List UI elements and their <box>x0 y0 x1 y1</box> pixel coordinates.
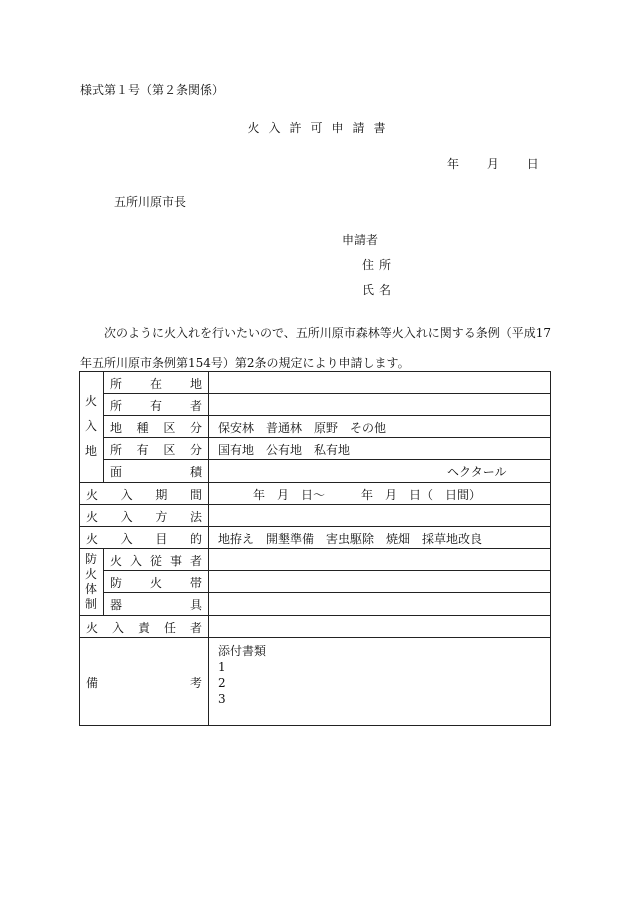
firebreak-label: 防 火 帯 <box>110 576 202 590</box>
fire-prevention-group-label: 防 火 体 制 <box>84 552 97 611</box>
attachment-item-2: 2 <box>218 676 226 690</box>
application-table <box>79 371 551 726</box>
area-unit: ヘクタール <box>447 465 507 479</box>
remarks-label: 備 考 <box>86 676 202 690</box>
date-year: 年 <box>447 157 460 171</box>
address-label: 住所 <box>362 258 397 272</box>
date-day: 日 <box>526 157 539 171</box>
form-number: 様式第１号（第２条関係） <box>80 83 225 97</box>
period-value: 年 月 日〜 年 月 日（ 日間） <box>253 488 482 502</box>
land-type-options: 保安林 普通林 原野 その他 <box>218 421 387 435</box>
purpose-options: 地拵え 開墾準備 害虫駆除 焼畑 採草地改良 <box>218 532 483 546</box>
responsible-label: 火 入 責 任 者 <box>86 621 202 635</box>
location-label: 所 在 地 <box>110 377 202 391</box>
applicant-label: 申請者 <box>342 233 379 247</box>
method-label: 火 入 方 法 <box>86 510 202 524</box>
land-type-label: 地 種 区 分 <box>110 421 202 435</box>
name-label: 氏名 <box>362 283 397 297</box>
attachments-block <box>218 643 266 707</box>
ownership-type-label: 所 有 区 分 <box>110 443 202 457</box>
attachment-item-3: 3 <box>218 692 226 706</box>
date-month: 月 <box>486 157 499 171</box>
workers-label: 火 入 従 事 者 <box>110 554 202 568</box>
period-label: 火 入 期 間 <box>86 488 202 502</box>
owner-label: 所 有 者 <box>110 399 202 413</box>
addressee: 五所川原市長 <box>114 195 187 209</box>
document-title: 火入許可申請書 <box>247 121 395 135</box>
attachment-item-1: 1 <box>218 660 226 674</box>
date-line <box>447 155 539 172</box>
equipment-label: 器 具 <box>110 598 202 612</box>
application-statement: 次のように火入れを行いたいので、五所川原市森林等火入れに関する条例（平成17年五所川原市条例第154号）第2条の規定により申請します。 <box>80 326 552 370</box>
fire-land-group-label: 火 入 地 <box>84 394 97 458</box>
area-label: 面 積 <box>110 465 202 479</box>
purpose-label: 火 入 目 的 <box>86 532 202 546</box>
ownership-type-options: 国有地 公有地 私有地 <box>218 443 351 457</box>
attachments-title: 添付書類 <box>218 644 267 658</box>
